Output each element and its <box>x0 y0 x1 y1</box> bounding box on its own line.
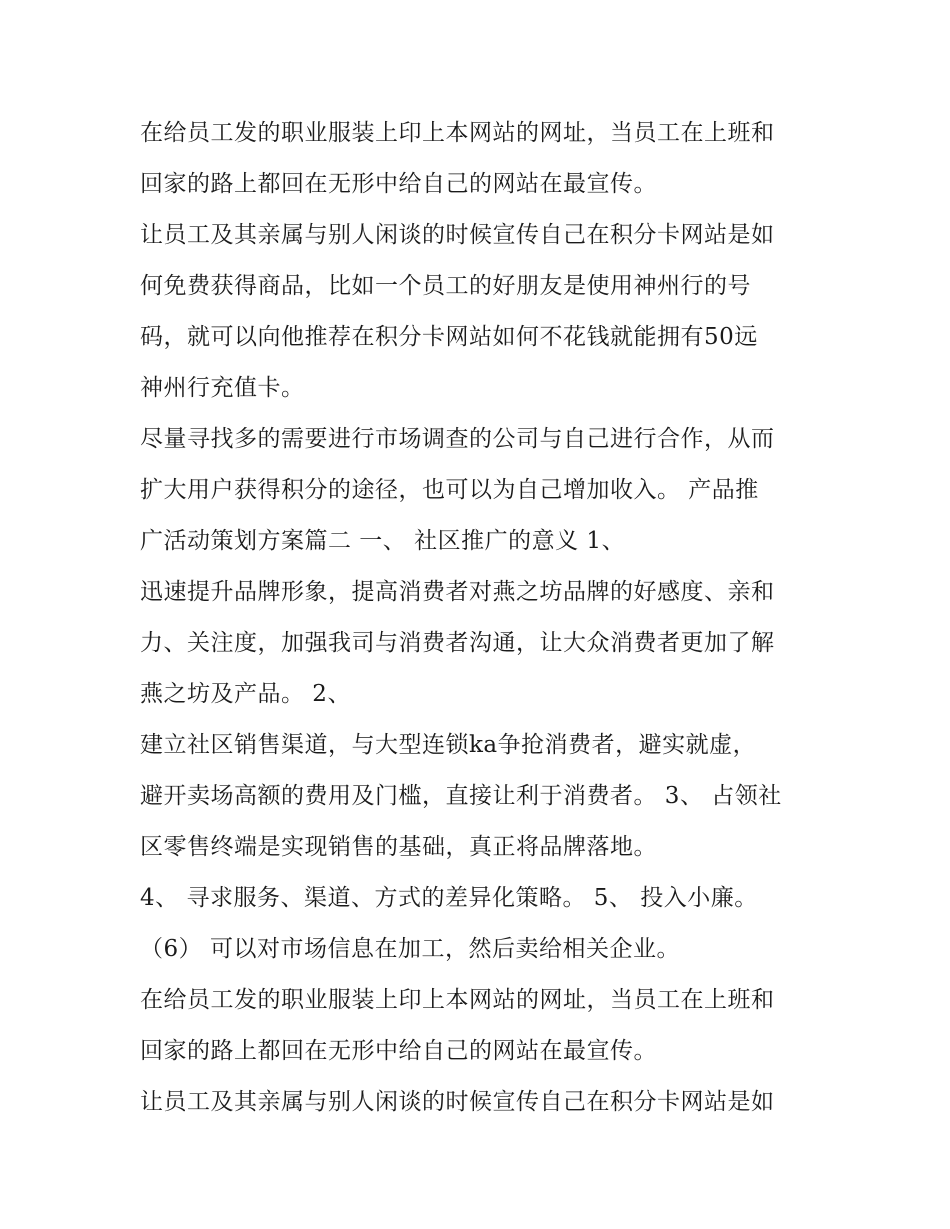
document-body <box>140 108 820 1128</box>
text-line: 尽量寻找多的需要进行市场调查的公司与自己进行合作，从而 <box>140 426 775 452</box>
text-line: 燕之坊及产品。 2、 <box>140 681 351 707</box>
text-line: 在给员工发的职业服装上印上本网站的网址，当员工在上班和 <box>140 120 775 146</box>
text-line: 回家的路上都回在无形中给自己的网站在最宣传。 <box>140 1038 657 1064</box>
text-line: 神州行充值卡。 <box>140 375 305 401</box>
text-line: 在给员工发的职业服装上印上本网站的网址，当员工在上班和 <box>140 987 775 1013</box>
text-line: 广活动策划方案篇二 一、 社区推广的意义 1、 <box>140 528 626 554</box>
text-line: 避开卖场高额的费用及门槛，直接让利于消费者。 3、 占领社 <box>140 783 782 809</box>
text-line: 让员工及其亲属与别人闲谈的时候宣传自己在积分卡网站是如 <box>140 222 775 248</box>
text-line: 力、关注度，加强我司与消费者沟通，让大众消费者更加了解 <box>140 630 775 656</box>
text-line: 何免费获得商品，比如一个员工的好朋友是使用神州行的号 <box>140 273 751 299</box>
text-line: 回家的路上都回在无形中给自己的网站在最宣传。 <box>140 171 657 197</box>
text-line: 4、 寻求服务、渠道、方式的差异化策略。 5、 投入小廉。 <box>140 885 758 911</box>
text-line: 迅速提升品牌形象，提高消费者对燕之坊品牌的好感度、亲和 <box>140 579 775 605</box>
text-line: 建立社区销售渠道，与大型连锁ka争抢消费者，避实就虚， <box>140 732 757 758</box>
text-line: 区零售终端是实现销售的基础，真正将品牌落地。 <box>140 834 657 860</box>
text-line: 扩大用户获得积分的途径，也可以为自己增加收入。 产品推 <box>140 477 759 503</box>
text-line: 让员工及其亲属与别人闲谈的时候宣传自己在积分卡网站是如 <box>140 1089 775 1115</box>
text-line: （6） 可以对市场信息在加工，然后卖给相关企业。 <box>140 936 680 962</box>
text-line: 码，就可以向他推荐在积分卡网站如何不花钱就能拥有50远 <box>140 324 758 350</box>
